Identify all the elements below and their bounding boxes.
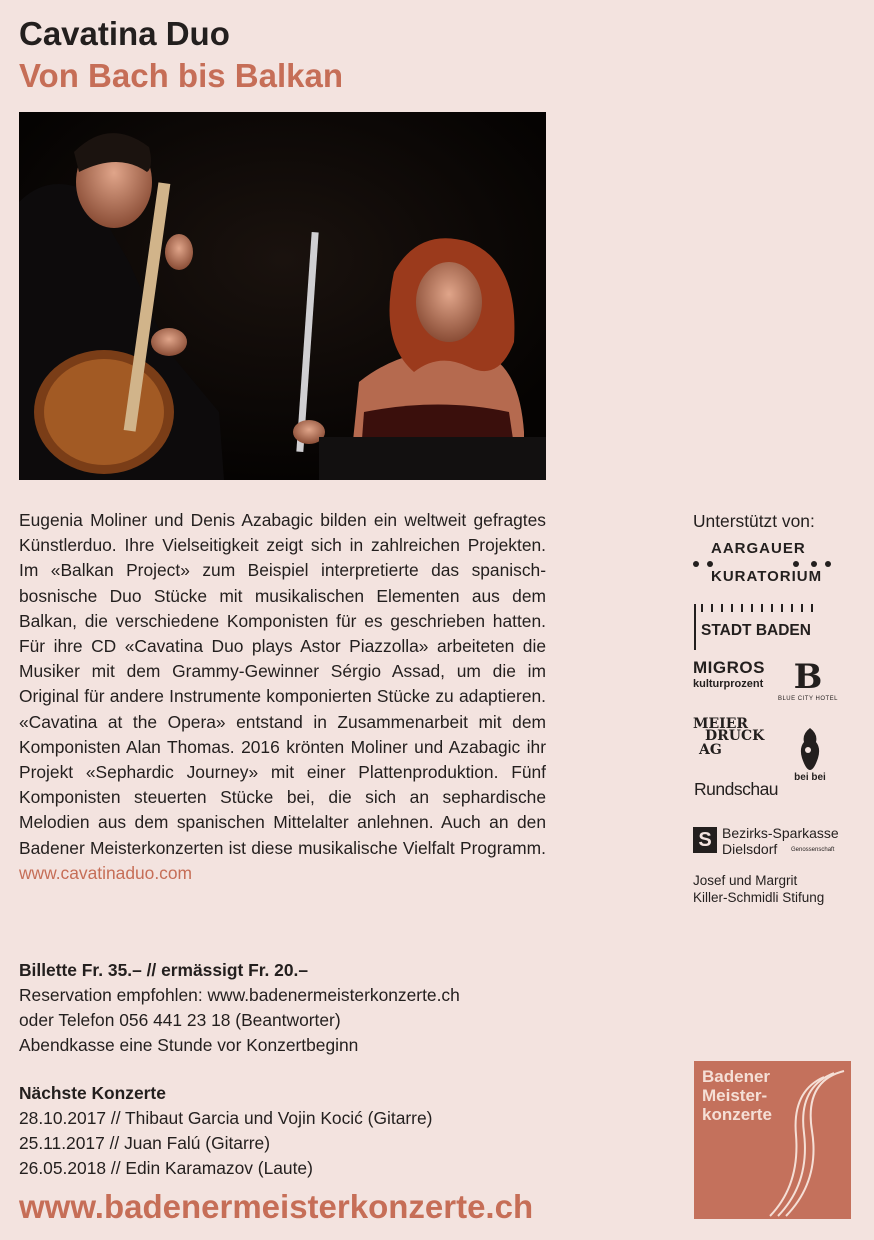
bio-paragraph (19, 508, 546, 886)
aargauer-line2: KURATORIUM (711, 568, 823, 585)
bei-bei-logo (790, 726, 830, 806)
sparkasse-line1: Bezirks-Sparkasse (722, 825, 839, 841)
logo-dot (693, 561, 699, 567)
logo-dot (825, 561, 831, 567)
bmk-logo-text (702, 1067, 772, 1124)
blue-city-text: BLUE CITY HOTEL (777, 696, 839, 702)
rundschau-logo: Rundschau (694, 779, 779, 799)
blue-city-mark: B (793, 657, 823, 697)
bmk-line1: Badener (702, 1067, 771, 1086)
meier-line3: AG (699, 742, 722, 758)
concert-subtitle: Von Bach bis Balkan (19, 57, 343, 94)
stiftung-line1: Josef und Margrit (693, 873, 798, 888)
meier-line1: MEIER (693, 716, 749, 732)
badener-meisterkonzerte-logo (694, 1061, 851, 1219)
logo-dot (793, 561, 799, 567)
bmk-line2: Meister- (702, 1086, 768, 1105)
meier-druck-logo (693, 718, 783, 762)
concert-item: 28.10.2017 // Thibaut Garcia und Vojin Kocić (Gitarre) (19, 1108, 433, 1128)
bio-text: Eugenia Moliner und Denis Azabagic bilden ein weltweit gefragtes Künstlerduo. Ihre Vielseitigkeit zeigt sich in zahlreichen Projekten. Im «Balkan Project» zum Beispiel interpretierte das spanisch-bosnische Duo Stücke mit musikalischen Elementen aus dem Balkan, die verschiedene Komponisten für es geschrieben hatten. Für ihre CD «Cavatina Duo plays Astor Piazzolla» arbeiteten die Musiker mit dem Grammy-Gewinner Sérgio Assad, um die im Original für andere Instrumente komponierten Stücke zu adaptieren. «Cavatina at the Opera» entstand in Zusammenarbeit mit dem Komponisten Alan Thomas. 2016 krönten Moliner und Azabagic ihr Projekt «Sephardic Journey» mit einer Plattenproduktion. Fünf Komponisten steuerten Stücke bei, die sich an sephardische Melodien aus dem spanischen Mittelalter anlehnen. Auch an den Badener Meisterkonzerten ist diese musikalische Vielfalt Programm. (19, 510, 546, 858)
performers-photo (19, 112, 546, 480)
sponsors-heading: Unterstützt von: (693, 511, 815, 531)
stiftung-sponsor (693, 872, 824, 906)
ticket-line: oder Telefon 056 441 23 18 (Beantworter) (19, 1010, 341, 1030)
performers-illustration (19, 112, 546, 480)
next-concerts-heading: Nächste Konzerte (19, 1083, 166, 1103)
concert-item: 25.11.2017 // Juan Falú (Gitarre) (19, 1133, 271, 1153)
cavatina-website-link[interactable]: www.cavatinaduo.com (19, 862, 193, 883)
logo-dot (707, 561, 713, 567)
concert-item: 26.05.2018 // Edin Karamazov (Laute) (19, 1158, 313, 1178)
kulturprozent-text: kulturprozent (693, 678, 764, 690)
next-concerts (19, 1081, 559, 1181)
migros-text: MIGROS (693, 658, 765, 677)
stiftung-line2: Killer-Schmidli Stifung (693, 890, 825, 905)
bei-bei-text: bei bei (794, 772, 826, 783)
stadt-baden-logo (693, 604, 823, 650)
logo-dot (811, 561, 817, 567)
ticket-line: Abendkasse eine Stunde vor Konzertbeginn (19, 1035, 359, 1055)
sparkasse-mark-icon: S (693, 827, 717, 853)
stadt-baden-text: STADT BADEN (701, 622, 811, 639)
ticket-prices: Billette Fr. 35.– // ermässigt Fr. 20.– (19, 960, 309, 980)
ticket-info (19, 958, 559, 1058)
blue-city-hotel-logo (776, 658, 840, 710)
logo-ticks (701, 604, 821, 612)
ticket-line: Reservation empfohlen: www.badenermeisterkonzerte.ch (19, 985, 460, 1005)
bezirks-sparkasse-logo (693, 825, 843, 859)
logo-bar (694, 604, 696, 650)
concert-title: Cavatina Duo (19, 15, 230, 52)
sparkasse-line3: Genossenschaft (791, 847, 835, 853)
aargauer-kuratorium-logo (693, 540, 833, 588)
sparkasse-line2: Dielsdorf (722, 841, 778, 857)
aargauer-line1: AARGAUER (711, 540, 806, 557)
bmk-line3: konzerte (702, 1105, 772, 1124)
bei-bei-figure-icon (796, 726, 824, 772)
footer-website-link[interactable]: www.badenermeisterkonzerte.ch (19, 1188, 534, 1225)
meier-line2: DRUCK (705, 728, 765, 744)
